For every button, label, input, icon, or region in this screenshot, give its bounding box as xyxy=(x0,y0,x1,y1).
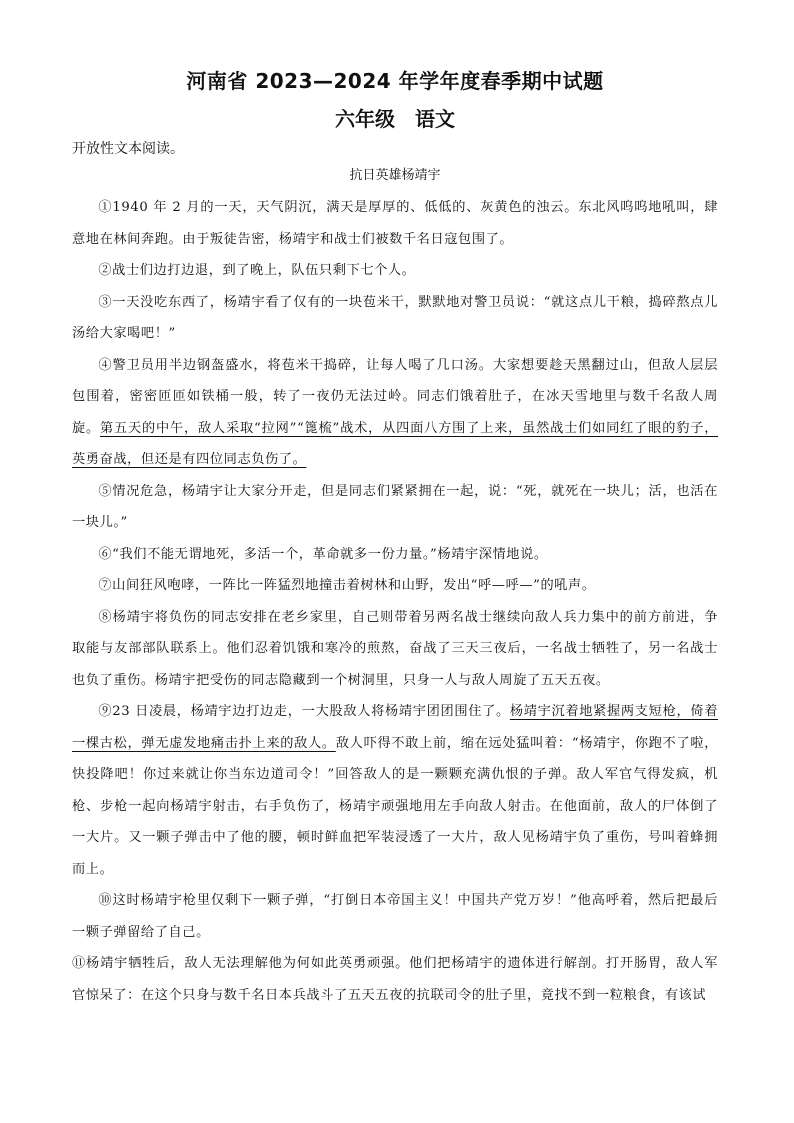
section-instruction: 开放性文本阅读。 xyxy=(72,141,184,157)
paragraph-4-text: ④警卫员用半边钢盔盛水，将苞米干捣碎，让每人喝了几口汤。大家想要趁天黑翻过山，但敌人层层包围着，密密匝匝如铁桶一般，转了一夜仍无法过岭。同志们饿着肚子，在冰天雪地里与数千名敌人周旋。 xyxy=(72,357,718,436)
paragraph-5: ⑤情况危急，杨靖宇让大家分开走，但是同志们紧紧拥在一起，说：“死，就死在一块儿；活，也活在一块儿。” xyxy=(72,483,718,530)
article-title: 抗日英雄杨靖宇 xyxy=(349,168,441,183)
underlined-sentence-1: 第五天的中午，敌人采取“拉网”“篦梳”战术，从四面八方围了上来，虽然战士们如同红了眼的豹子，英勇奋战，但还是有四位同志负伤了。 xyxy=(72,420,718,467)
paragraph-2: ②战士们边打边退，到了晚上，队伍只剩下七个人。 xyxy=(98,263,416,278)
paragraph-9 xyxy=(72,696,718,885)
paragraph-1: ①1940 年 2 月的一天，天气阴沉，满天是厚厚的、低低的、灰黄色的浊云。东北风呜呜地吼叫，肆意地在林间奔跑。由于叛徒告密，杨靖宇和战士们被数千名日寇包围了。 xyxy=(72,200,718,247)
exam-title: 河南省 2023—2024 年学年度春季期中试题 xyxy=(186,69,604,93)
paragraph-7: ⑦山间狂风咆哮，一阵比一阵猛烈地撞击着树林和山野，发出“呼—呼—”的吼声。 xyxy=(98,578,596,593)
paragraph-3: ③一天没吃东西了，杨靖宇看了仅有的一块苞米干，默默地对警卫员说：“就这点儿干粮，捣碎熬点儿汤给大家喝吧！” xyxy=(72,294,718,341)
paragraph-11: ⑪杨靖宇牺牲后，敌人无法理解他为何如此英勇顽强。他们把杨靖宇的遗体进行解剖。打开肠胃，敌人军官惊呆了：在这个只身与数千名日本兵战斗了五天五夜的抗联司令的肚子里，竟找不到一粒粮食，有该试 xyxy=(72,956,718,1003)
paragraph-4 xyxy=(72,350,718,476)
exam-subtitle: 六年级 语文 xyxy=(335,107,455,131)
paragraph-8: ⑧杨靖宇将负伤的同志安排在老乡家里，自己则带着另两名战士继续向敌人兵力集中的前方前进，争取能与友部部队联系上。他们忍着饥饿和寒冷的煎熬，奋战了三天三夜后，一名战士牺牲了，另一名战士也负了重伤。杨靖宇把受伤的同志隐藏到一个树洞里，只身一人与敌人周旋了五天五夜。 xyxy=(72,609,718,688)
underlined-sentence-2: 杨靖宇沉着地紧握两支短枪，倚着一棵古松，弹无虚发地痛击扑上来的敌人。 xyxy=(72,704,718,751)
paragraph-6: ⑥“我们不能无谓地死，多活一个，革命就多一份力量。”杨靖宇深情地说。 xyxy=(98,546,548,562)
exam-page xyxy=(72,66,718,1011)
paragraph-10: ⑩这时杨靖宇枪里仅剩下一颗子弹，“打倒日本帝国主义！中国共产党万岁！”他高呼着，然后把最后一颗子弹留给了自己。 xyxy=(72,893,718,940)
paragraph-9-text-start: ⑨23 日凌晨，杨靖宇边打边走，一大股敌人将杨靖宇团团围住了。 xyxy=(98,704,510,719)
paragraph-9-text-end: 敌人吓得不敢上前，缩在远处猛叫着：“杨靖宇，你跑不了啦，快投降吧！你过来就让你当东边道司令！”回答敌人的是一颗颗充满仇恨的子弹。敌人军官气得发疯，机枪、步枪一起向杨靖宇射击，右手负伤了，杨靖宇顽强地用左手向敌人射击。在他面前，敌人的尸体倒了一大片。又一颗子弹击中了他的腰，顿时鲜血把军装浸透了一大片，敌人见杨靖宇负了重伤，号叫着蜂拥而上。 xyxy=(72,735,718,877)
